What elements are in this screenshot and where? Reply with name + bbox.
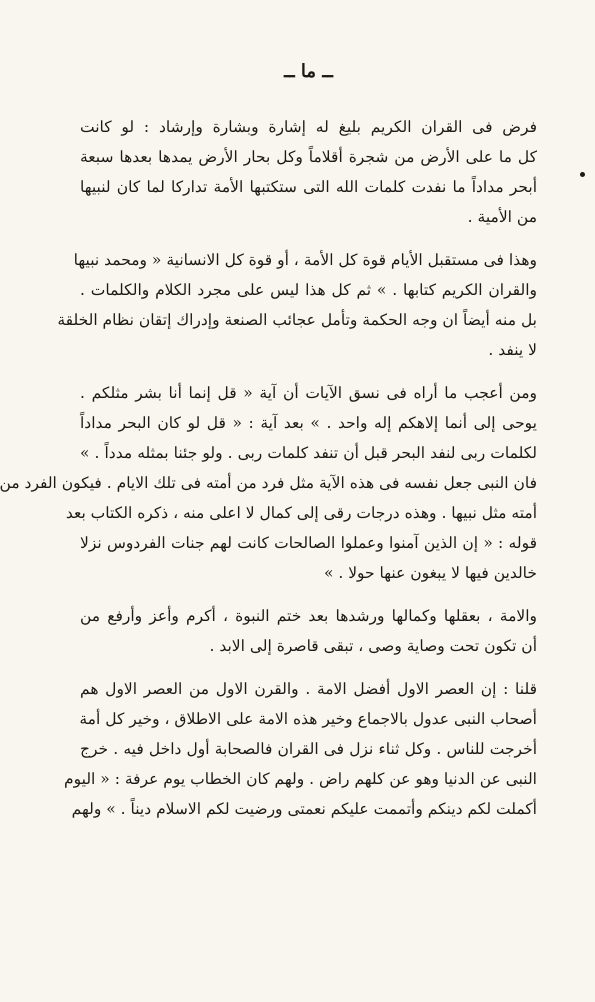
paragraph-1: [80, 112, 537, 232]
text-line: لكلمات ربى لنفد البحر قبل أن تنفد كلمات ربى . ولو جئنا بمثله مدداً . »: [80, 444, 537, 462]
running-head: ــ ما ــ: [284, 61, 333, 82]
text-line: والقران الكريم كتابها . » ثم كل هذا ليس على مجرد الكلام والكلمات .: [80, 281, 537, 299]
text-line: قوله : « إن الذين آمنوا وعملوا الصالحات كانت لهم جنات الفردوس نزلا: [80, 534, 537, 552]
text-line: بل منه أيضاً ان وجه الحكمة وتأمل عجائب الصنعة وإدراك إتقان نظام الخلقة: [57, 311, 537, 329]
text-line: فرض فى القران الكريم بليغ له إشارة وبشارة وإرشاد : لو كانت: [80, 118, 537, 136]
text-line: أن تكون تحت وصاية وصى ، تبقى قاصرة إلى الابد .: [209, 637, 537, 655]
text-line: فان النبى جعل نفسه فى هذه الآية مثل فرد من أمته فى تلك الايام . فيكون الفرد من: [0, 474, 537, 492]
text-line: ومن أعجب ما أراه فى نسق الآيات أن آية « قل إنما أنا بشر مثلكم .: [80, 384, 537, 402]
text-line: يوحى إلى أنما إلاهكم إله واحد . » بعد آية : « قل لو كان البحر مداداً: [80, 414, 537, 432]
text-line: النبى عن الدنيا وهو عن كلهم راض . ولهم كان الخطاب يوم عرفة : « اليوم: [64, 770, 537, 788]
text-line: أبحر مداداً ما نفدت كلمات الله التى ستكتبها الأمة تداركا لما كان لنبيها: [80, 178, 537, 196]
text-line: كل ما على الأرض من شجرة أقلاماً وكل بحار الأرض يمدها بعدها سبعة: [80, 148, 537, 166]
paragraph-5: [64, 674, 537, 824]
text-line: أكملت لكم دينكم وأتممت عليكم نعمتى ورضيت لكم الاسلام ديناً . » ولهم: [71, 800, 537, 818]
margin-dot-mark: [580, 172, 585, 177]
text-line: لا ينفد .: [488, 341, 537, 359]
text-line: أصحاب النبى عدول بالاجماع وخير هذه الامة على الاطلاق ، وخير كل أمة: [79, 710, 537, 728]
text-line: خالدين فيها لا يبغون عنها حولا . »: [323, 564, 537, 582]
paragraph-3: [0, 378, 537, 588]
paragraph-2: [57, 245, 537, 365]
text-line: وهذا فى مستقبل الأيام قوة كل الأمة ، أو قوة كل الانسانية « ومحمد نبيها: [73, 251, 537, 269]
text-line: أمته مثل نبيها . وهذه درجات رقى إلى كمال لا اعلى منه ، ذكره الكتاب بعد: [65, 504, 537, 522]
text-line: قلنا : إن العصر الاول أفضل الامة . والقرن الاول من العصر الاول هم: [80, 680, 537, 698]
paragraph-4: [80, 601, 537, 661]
text-line: والامة ، بعقلها وكمالها ورشدها بعد ختم النبوة ، أكرم وأعز وأرفع من: [80, 607, 537, 625]
text-line: أخرجت للناس . وكل ثناء نزل فى القران فالصحابة أول داخل فيه . خرج: [80, 740, 537, 758]
text-line: من الأمية .: [467, 208, 537, 226]
